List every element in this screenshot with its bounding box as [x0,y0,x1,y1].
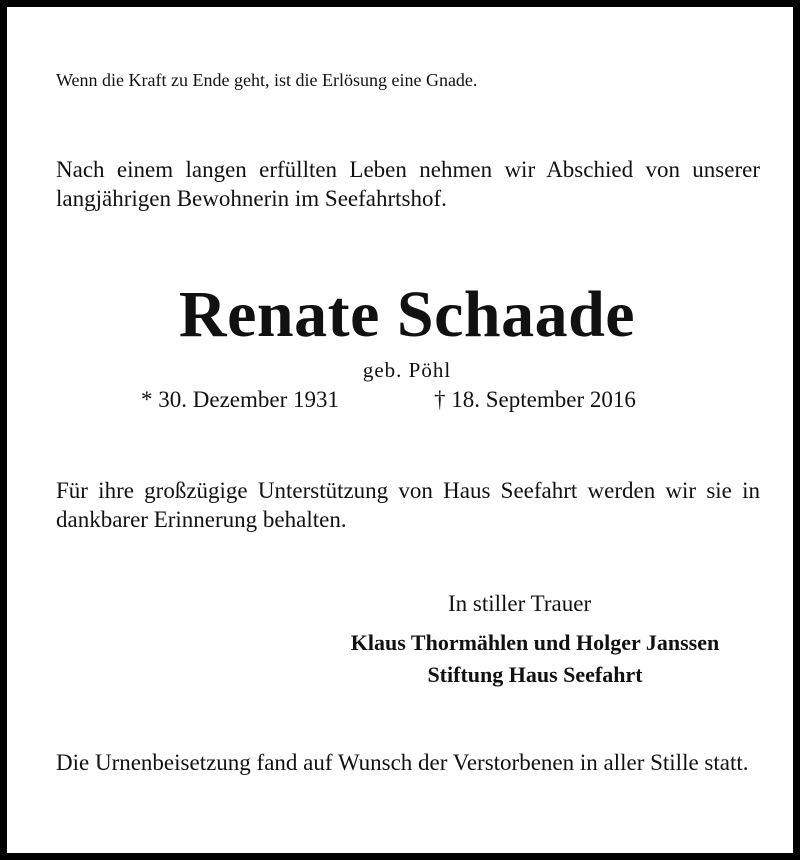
motto-text: Wenn die Kraft zu Ende geht, ist die Erlösung eine Gnade. [56,70,478,90]
in-mourning-label: In stiller Trauer [448,591,592,616]
signer-names: Klaus Thormählen und Holger Janssen [350,630,720,655]
burial-note-paragraph: Die Urnenbeisetzung fand auf Wunsch der Verstorbenen in aller Stille statt. [56,750,749,775]
death-date: † 18. September 2016 [434,387,636,412]
deceased-name: Renate Schaade [178,278,636,351]
maiden-name: geb. Pöhl [362,358,452,382]
intro-paragraph: Nach einem langen erfüllten Leben nehmen wir Abschied von unserer langjährigen Bewohnerin im Seefahrtshof. [56,157,760,211]
signer-organization: Stiftung Haus Seefahrt [427,662,643,687]
birth-date: * 30. Dezember 1931 [141,387,339,412]
gratitude-paragraph: Für ihre großzügige Unterstützung von Haus Seefahrt werden wir sie in dankbarer Erinnerung behalten. [56,478,760,532]
